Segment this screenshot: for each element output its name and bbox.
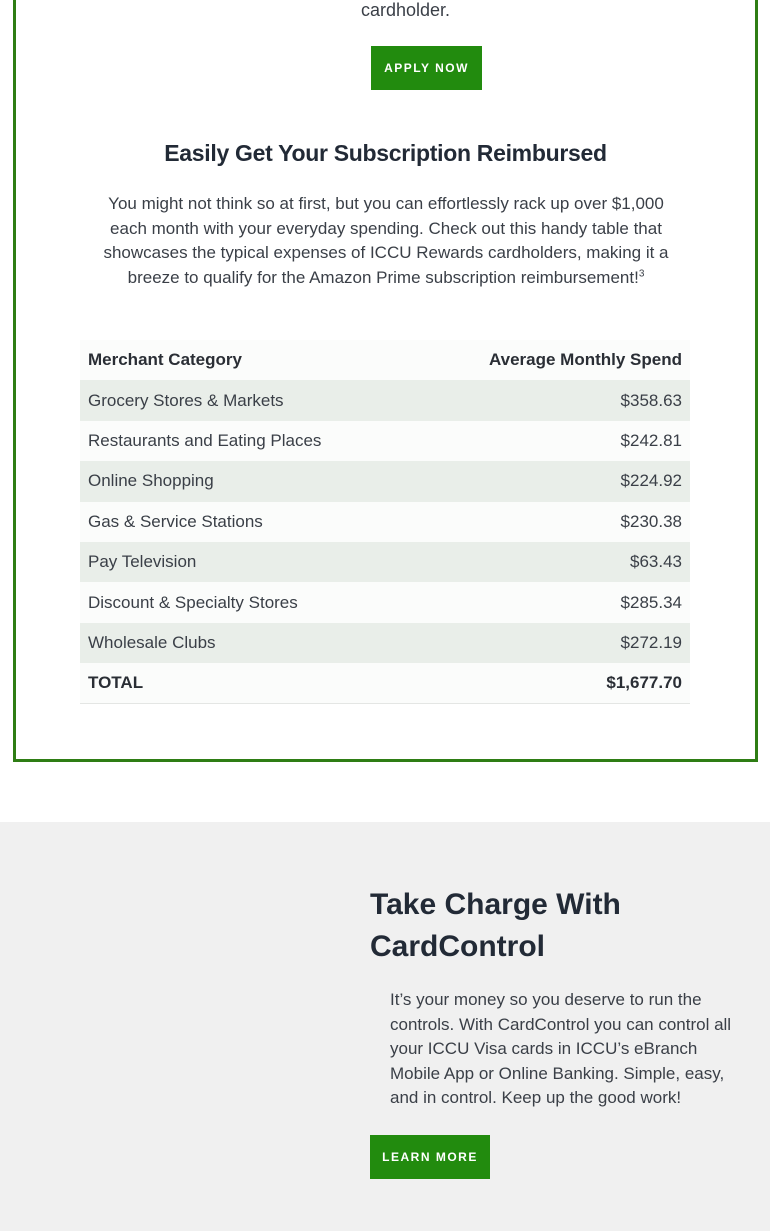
- table-row: [80, 421, 690, 461]
- cardcontrol-section: [0, 822, 770, 1231]
- promo-lead-text: cardholder.: [360, 0, 451, 20]
- table-row: [80, 582, 690, 622]
- row-category: Wholesale Clubs: [80, 623, 412, 663]
- header-merchant-category: Merchant Category: [80, 340, 412, 380]
- row-amount: $285.34: [412, 582, 690, 622]
- table-row: [80, 542, 690, 582]
- cardcontrol-description: It’s your money so you deserve to run the controls. With CardControl you can control all your ICCU Visa cards in ICCU’s eBranch Mobile App or Online Banking. Simple, easy, and in control. Keep up the good work!: [390, 990, 732, 1107]
- row-category: Pay Television: [80, 542, 412, 582]
- row-amount: $230.38: [412, 502, 690, 542]
- row-amount: $358.63: [412, 380, 690, 420]
- spend-table: [80, 340, 690, 704]
- row-amount: $272.19: [412, 623, 690, 663]
- learn-more-button[interactable]: LEARN MORE: [370, 1135, 490, 1179]
- table-row: [80, 461, 690, 501]
- row-amount: $63.43: [412, 542, 690, 582]
- table-header-row: [80, 340, 690, 380]
- apply-now-button[interactable]: APPLY NOW: [371, 46, 482, 90]
- row-amount: $224.92: [412, 461, 690, 501]
- footnote-marker[interactable]: 3: [638, 267, 645, 279]
- table-row: [80, 623, 690, 663]
- row-category: Grocery Stores & Markets: [80, 380, 412, 420]
- table-row: [80, 502, 690, 542]
- row-category: Gas & Service Stations: [80, 502, 412, 542]
- cardcontrol-image-area: [0, 822, 350, 1231]
- reimburse-description: [101, 192, 671, 290]
- reimburse-title: Easily Get Your Subscription Reimbursed: [164, 140, 607, 166]
- total-label: TOTAL: [80, 663, 412, 703]
- header-average-monthly-spend: Average Monthly Spend: [412, 340, 690, 380]
- row-category: Online Shopping: [80, 461, 412, 501]
- table-row: [80, 380, 690, 420]
- reimburse-description-text: You might not think so at first, but you can effortlessly rack up over $1,000 each month with your everyday spending. Check out this handy table that showcases the typical expenses of ICCU Rewards cardholders, making it a breeze to qualify for the Amazon Prime subscription reimbursement!: [103, 194, 669, 287]
- rewards-promo-box: [13, 0, 758, 762]
- table-total-row: [80, 663, 690, 703]
- row-amount: $242.81: [412, 421, 690, 461]
- cardcontrol-title: Take Charge With CardControl: [370, 888, 621, 963]
- row-category: Restaurants and Eating Places: [80, 421, 412, 461]
- total-amount: $1,677.70: [412, 663, 690, 703]
- row-category: Discount & Specialty Stores: [80, 582, 412, 622]
